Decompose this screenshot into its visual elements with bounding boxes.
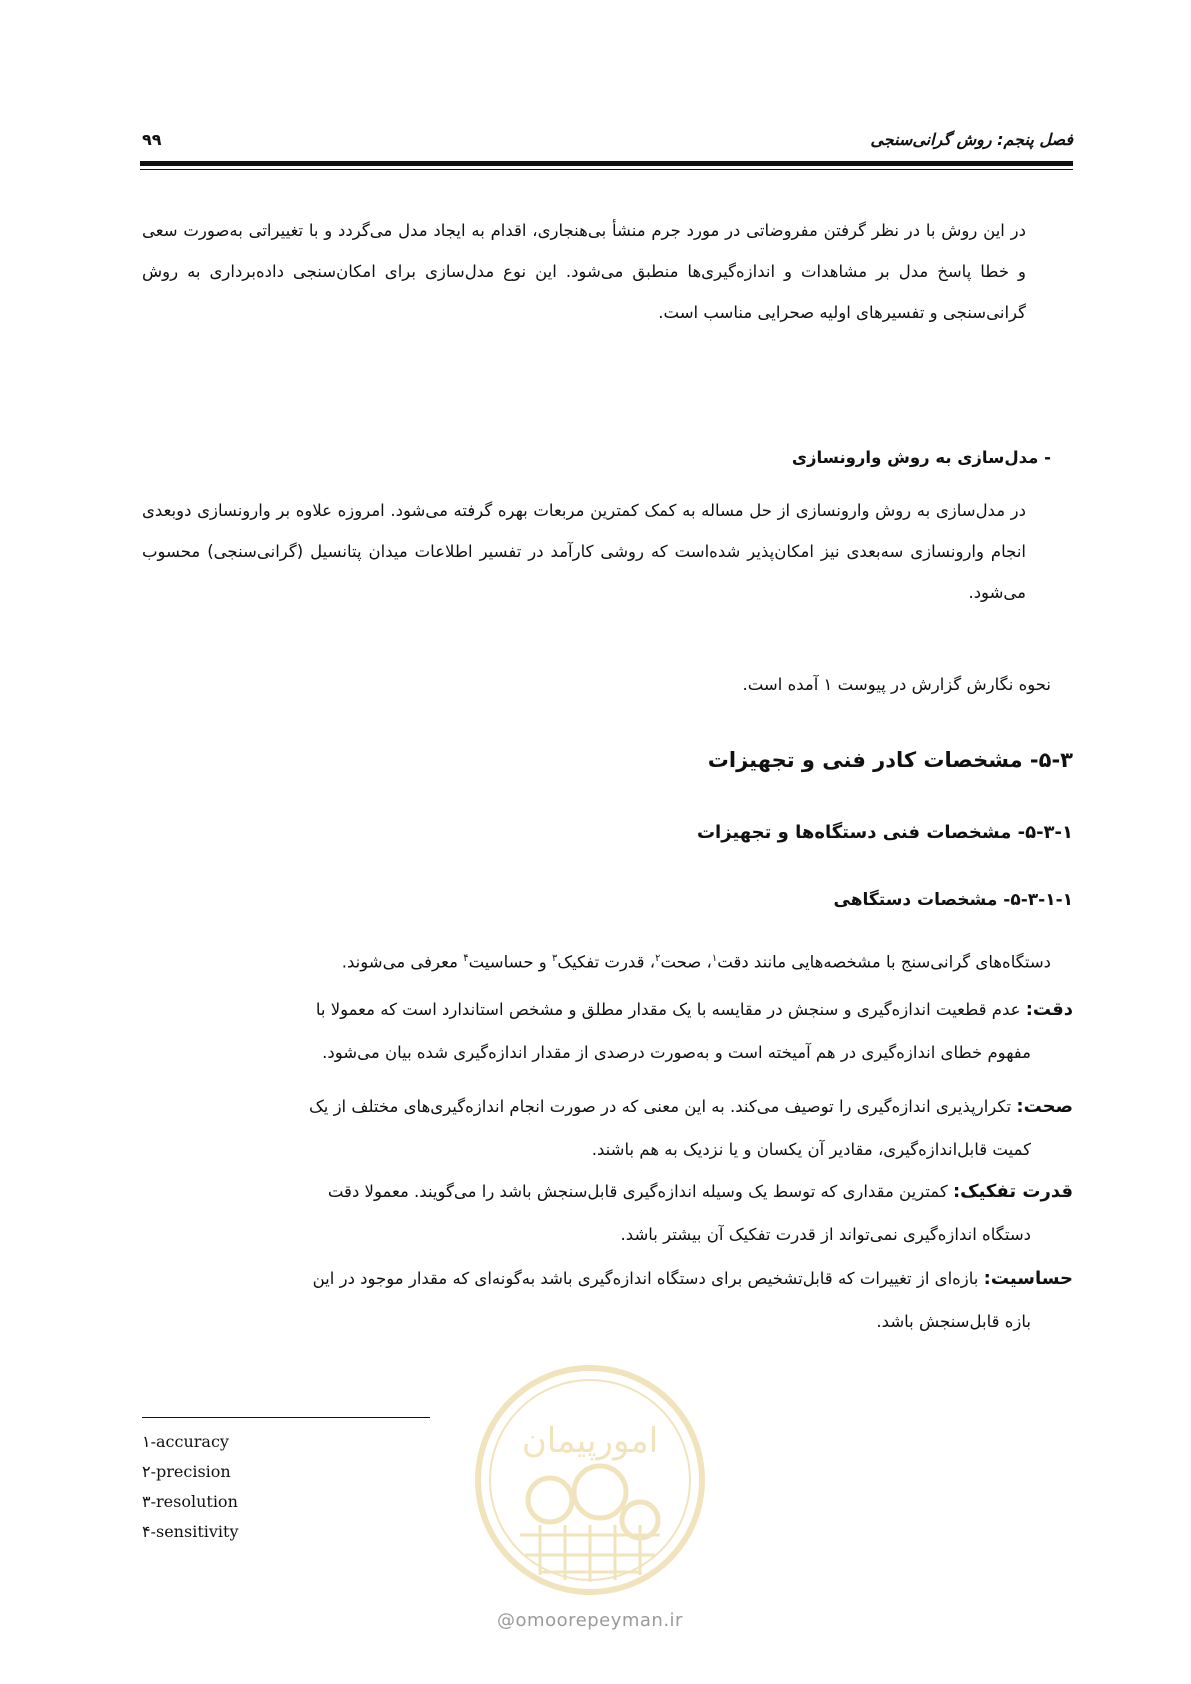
definition-sensitivity [142,1257,1073,1343]
paragraph-inversion: در مدل‌سازی به روش وارونسازی از حل مساله به کمک کمترین مربعات بهره گرفته می‌شود. امروزه علاوه بر وارونسازی دوبعدی انجام وارونسازی سه‌بعدی نیز امکان‌پذیر شده‌است که روشی کارآمد در تفسیر اطلاعات میدان پتانسیل (گرانی‌سنجی) محسوب می‌شود. [142,501,1026,602]
page-number: ۹۹ [142,130,162,149]
definition-text-continued: دستگاه اندازه‌گیری نمی‌تواند از قدرت تفکیک آن بیشتر باشد. [620,1225,1031,1244]
footnote-precision: ۲-precision [142,1462,231,1481]
definition-resolution [142,1170,1073,1256]
definition-text-continued: کمیت قابل‌اندازه‌گیری، مقادیر آن یکسان و یا نزدیک به هم باشند. [591,1140,1031,1159]
watermark-site: @omoorepeyman.ir [497,1610,683,1631]
definition-text-continued: بازه قابل‌سنجش باشد. [876,1312,1031,1331]
definition-precision [142,1085,1073,1171]
footnote-ref: ۳ [552,953,558,964]
footnote-resolution: ۳-resolution [142,1492,238,1511]
definition-term: دقت: [1025,999,1073,1020]
footnote-ref: ۴ [463,953,469,964]
paragraph-forward-modeling: در این روش با در نظر گرفتن مفروضاتی در مورد جرم منشأ بی‌هنجاری، اقدام به ایجاد مدل می‌گردد و با تغییراتی به‌صورت سعی و خطا پاسخ مدل بر مشاهدات و اندازه‌گیری‌ها منطبق می‌شود. این نوع مدل‌سازی برای امکان‌سنجی داده‌برداری به روش گرانی‌سنجی و تفسیرهای اولیه صحرایی مناسب است. [142,221,1026,322]
definition-text: تکرارپذیری اندازه‌گیری را توصیف می‌کند. به این معنی که در صورت انجام اندازه‌گیری‌های مختلف از یک [308,1097,1017,1116]
paragraph-appendix-note: نحوه نگارش گزارش در پیوست ۱ آمده است. [742,675,1051,694]
definition-term: صحت: [1016,1096,1073,1117]
chapter-title: فصل پنجم: روش گرانی‌سنجی [870,130,1073,149]
definition-accuracy [142,988,1073,1074]
footnote-separator [142,1417,430,1418]
definition-text: کمترین مقداری که توسط یک وسیله اندازه‌گیری قابل‌سنجش باشد را می‌گویند. معمولا دقت [327,1182,953,1201]
subsubsection-heading: ۵-۳-۱-۱- مشخصات دستگاهی [833,890,1073,910]
section-heading: ۵-۳- مشخصات کادر فنی و تجهیزات [707,748,1073,772]
header-rule-thick [140,161,1073,166]
definition-term: حساسیت: [983,1268,1073,1289]
definition-text-continued: مفهوم خطای اندازه‌گیری در هم آمیخته است و به‌صورت درصدی از مقدار اندازه‌گیری شده بیان می‌شود. [322,1043,1031,1062]
footnote-accuracy: ۱-accuracy [142,1432,229,1451]
footnote-ref: ۱ [711,953,718,964]
subheading-inversion: - مدل‌سازی به روش وارونسازی [791,448,1051,467]
subsection-heading: ۵-۳-۱- مشخصات فنی دستگاه‌ها و تجهیزات [696,822,1073,843]
definition-text: عدم قطعیت اندازه‌گیری و سنجش در مقایسه با یک مقدار مطلق و مشخص استاندارد است که معمولا با [315,1000,1026,1019]
header-rule-thin [140,169,1073,170]
definition-text: بازه‌ای از تغییرات که قابل‌تشخیص برای دستگاه اندازه‌گیری باشد به‌گونه‌ای که مقدار موجود در این [312,1269,984,1288]
svg-text:امورپیمان: امورپیمان [521,1421,659,1461]
intro-sentence: دستگاه‌های گرانی‌سنج با مشخصه‌هایی مانند دقت$^۱$، صحت$^۲$، قدرت تفکیک$^۳$ و حساسیت$^۴$ معرفی می‌شوند. [341,952,1051,972]
watermark-logo-icon [470,1360,710,1600]
footnote-ref: ۲ [655,953,661,964]
definition-term: قدرت تفکیک: [952,1181,1073,1202]
footnote-sensitivity: ۴-sensitivity [142,1522,239,1541]
